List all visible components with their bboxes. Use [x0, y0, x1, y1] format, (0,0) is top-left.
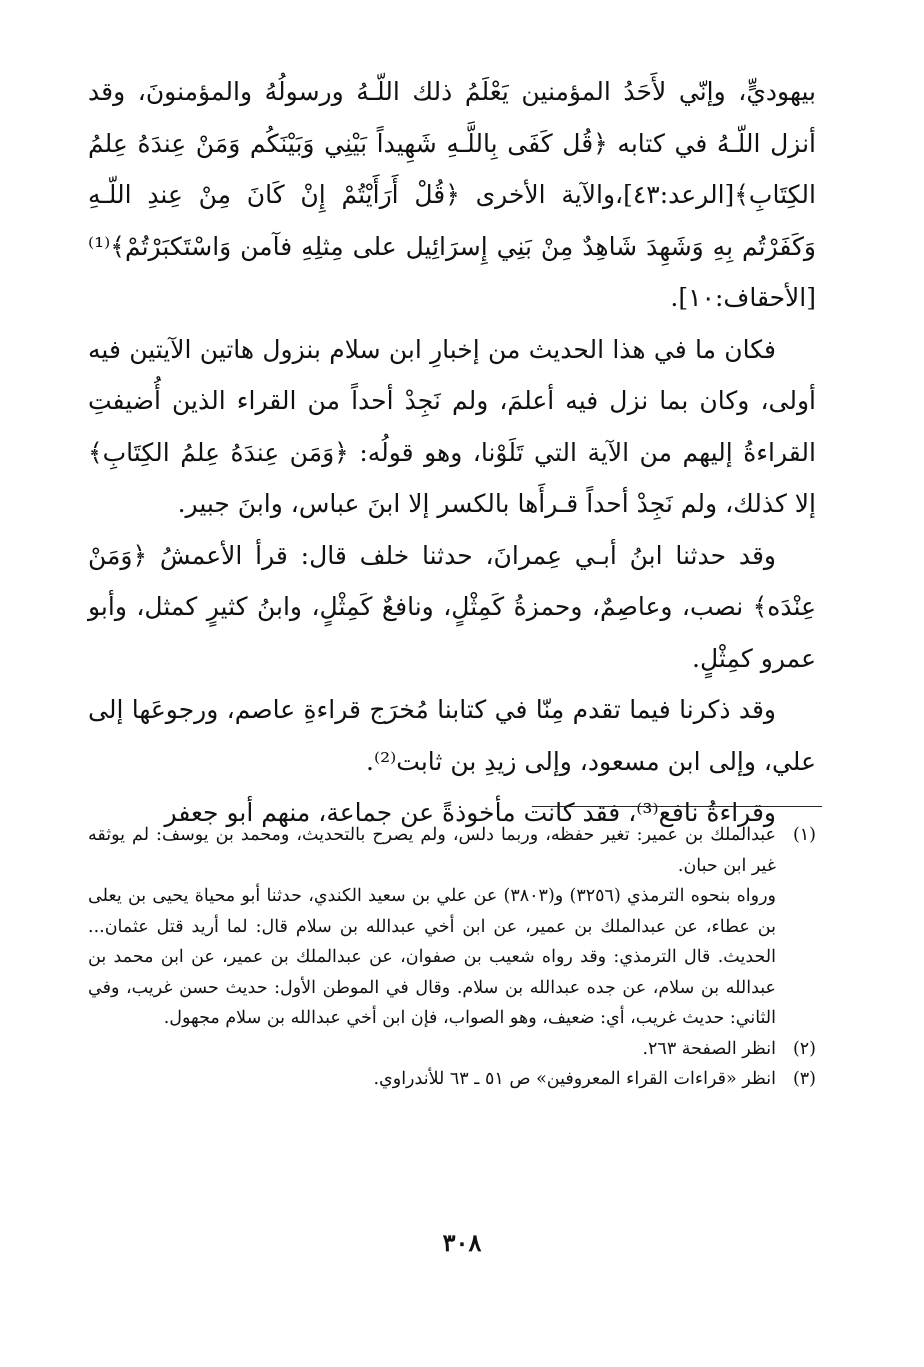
footnote-text: ورواه بنحوه الترمذي (٣٢٥٦) و(٣٨٠٣) عن علي بن سعيد الكندي، حدثنا أبو محياة يحيى بن يعلى بن عطاء، عن عبدالملك بن عمير، عن ابن أخي عبدالله بن سلام قال: لما أريد قتل عثمان... الحديث. قال الترمذي: وقد رواه شعيب بن صفوان، عن عبدالملك بن عمير، عن ابن محمد بن عبدالله بن سلام، عن جده عبدالله بن سلام. وقال في الموطن الأول: حديث حسن غريب، وفي الثاني: حديث غريب، أي: ضعيف، وهو الصواب، فإن ابن أخي عبدالله بن سلام مجهول. [88, 886, 776, 1028]
footnote-text: انظر «قراءات القراء المعروفين» ص ٥١ ـ ٦٣ للأندراوي. [373, 1069, 776, 1089]
footnote-number: (٢) [792, 1038, 816, 1059]
paragraph-5: وقراءةُ نافع⁽³⁾، فقد كانت مأخوذةً عن جماعة، منهم أبو جعفر [164, 798, 776, 827]
footnotes [88, 820, 816, 1095]
footnote-number: (١) [792, 825, 816, 845]
footnote-text: انظر الصفحة ٢٦٣. [642, 1038, 776, 1059]
paragraph-4: وقد ذكرنا فيما تقدم مِنّا في كتابنا مُخرَج قراءةِ عاصم، ورجوعَها إلى علي، وإلى ابن مسعود، وإلى زيدِ بن ثابت⁽²⁾. [88, 695, 816, 776]
footnote-text: عبدالملك بن عمير: تغير حفظه، وربما دلس، ولم يصرح بالتحديث، ومحمد بن يوسف: لم يوثقه غير ابن حبان. [88, 825, 776, 876]
footnote-2 [88, 1034, 816, 1065]
paragraph-2: فكان ما في هذا الحديث من إخبارِ ابن سلام بنزول هاتين الآيتين فيه أولى، وكان بما نزل فيه أعلمَ، ولم نَجِدْ أحداً من القراء الذين أُضيفتِ القراءةُ إليهم من الآية التي تَلَوْنا، وهو قولُه: ﴿وَمَن عِندَهُ عِلمُ الكِتَابِ﴾ إلا كذلك، ولم نَجِدْ أحداً قـرأَها بالكسر إلا ابنَ عباس، وابنَ جبير. [88, 334, 816, 518]
paragraph-3: وقد حدثنا ابنُ أبـي عِمرانَ، حدثنا خلف قال: قرأ الأعمشُ ﴿وَمَنْ عِنْدَه﴾ نصب، وعاصِمٌ، وحمزةُ كَمِثْلٍ، ونافعٌ كَمِثْلٍ، وابنُ كثيرٍ كمثل، وأبو عمرو كمِثْلٍ. [88, 540, 816, 673]
footnote-divider [532, 806, 822, 807]
main-text [88, 66, 816, 839]
paragraph-1: بيهوديٍّ، وإنّي لأَحَدُ المؤمنين يَعْلَمُ ذلك اللّـهُ ورسولُهُ والمؤمنونَ، وقد أنزل اللّـهُ في كتابه ﴿قُل كَفَى بِاللَّـهِ شَهِيداً بَيْنِي وَبَيْنَكُم وَمَنْ عِندَهُ عِلمُ الكِتَابِ﴾[الرعد:٤٣]،والآية الأخرى ﴿قُلْ أَرَأَيْتُمْ إِنْ كَانَ مِنْ عِندِ اللّـهِ وَكَفَرْتُم بِهِ وَشَهِدَ شَاهِدٌ مِنْ بَنِي إِسرَائِيل على مِثلِهِ فآمن وَاسْتَكبَرْتُمْ﴾⁽¹⁾ [الأحقاف:١٠]. [88, 77, 816, 312]
page-number: ٣٠٨ [442, 1228, 482, 1257]
footnote-number: (٣) [792, 1069, 816, 1089]
footnote-3 [88, 1064, 816, 1095]
footnote-1 [88, 820, 816, 1034]
